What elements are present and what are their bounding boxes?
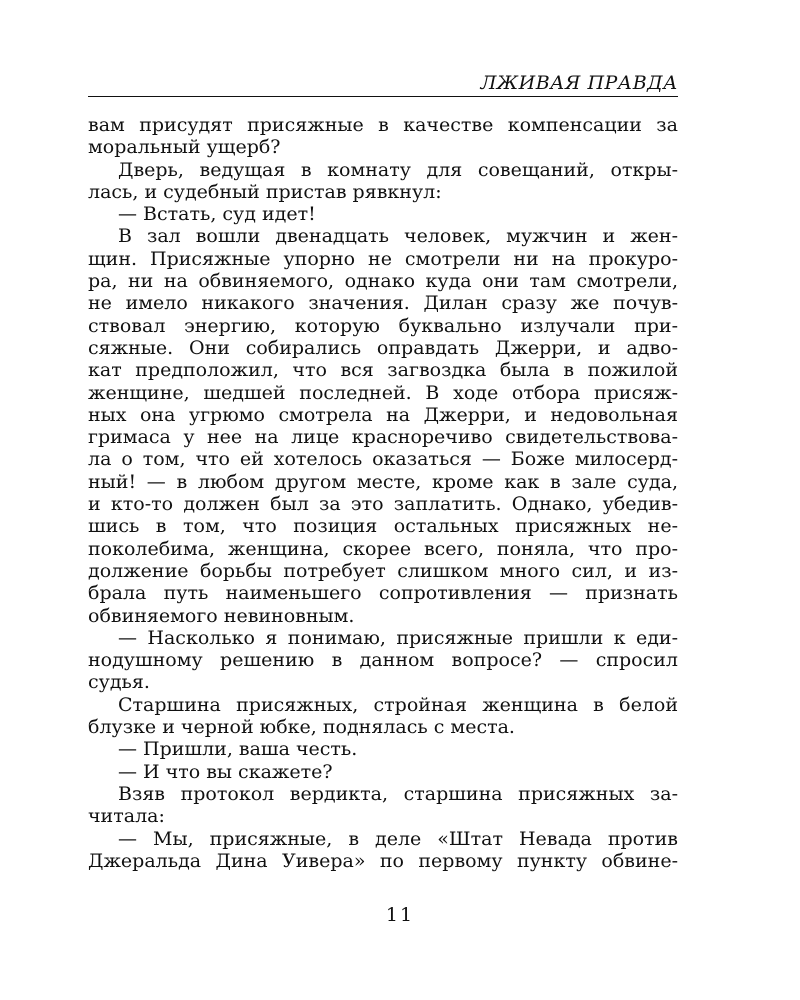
text-line: должение борьбы потребует слишком много сил, и из-: [88, 559, 678, 582]
text-line: — Встать, суд идет!: [118, 203, 316, 226]
text-line: женщине, шедшей последней. В ходе отбора присяж-: [88, 381, 678, 404]
text-line: Старшина присяжных, стройная женщина в белой: [118, 693, 678, 716]
text-line: — И что вы скажете?: [118, 760, 333, 783]
text-line: — Мы, присяжные, в деле «Штат Невада против: [118, 827, 678, 850]
page-number: 11: [385, 904, 415, 926]
text-line: поколебима, женщина, скорее всего, поняла, что про-: [88, 537, 678, 560]
text-line: щин. Присяжные упорно не смотрели ни на прокуро-: [88, 247, 678, 270]
header-rule: [88, 96, 678, 97]
text-line: блузке и черной юбке, поднялась с места.: [88, 716, 515, 739]
text-line: В зал вошли двенадцать человек, мужчин и жен-: [118, 225, 678, 248]
text-line: обвиняемого невиновным.: [88, 604, 355, 627]
text-line: Джеральда Дина Уивера» по первому пункту обвине-: [88, 849, 678, 872]
text-line: читала:: [88, 805, 165, 828]
text-line: Взяв протокол вердикта, старшина присяжных за-: [118, 782, 678, 805]
text-line: моральный ущерб?: [88, 136, 281, 159]
text-line: шись в том, что позиция остальных присяжных не-: [88, 515, 678, 538]
text-line: гримаса у нее на лице красноречиво свидетельствова-: [88, 426, 678, 449]
text-line: и кто-то должен был за это заплатить. Однако, убедив-: [88, 493, 678, 516]
running-title: ЛЖИВАЯ ПРАВДА: [480, 72, 678, 94]
text-line: не имело никакого значения. Дилан сразу же почув-: [88, 292, 678, 315]
text-line: ра, ни на обвиняемого, однако куда они там смотрели,: [88, 270, 678, 293]
text-line: кат предположил, что вся загвоздка была в пожилой: [88, 359, 678, 382]
text-line: нодушному решению в данном вопросе? — спросил: [88, 649, 678, 672]
text-line: вам присудят присяжные в качестве компенсации за: [88, 114, 678, 136]
text-line: ных она угрюмо смотрела на Джерри, и недовольная: [88, 403, 678, 426]
text-line: — Насколько я понимаю, присяжные пришли к еди-: [118, 626, 678, 649]
text-line: лась, и судебный пристав рявкнул:: [88, 180, 442, 203]
text-line: сяжные. Они собирались оправдать Джерри, и адво-: [88, 336, 678, 359]
body-text: [88, 114, 678, 872]
text-line: — Пришли, ваша честь.: [118, 738, 358, 761]
text-line: Дверь, ведущая в комнату для совещаний, откры-: [118, 158, 678, 181]
text-line: ла о том, что ей хотелось оказаться — Боже милосерд-: [88, 448, 678, 471]
text-line: ствовал энергию, которую буквально излучали при-: [88, 314, 678, 337]
text-line: брала путь наименьшего сопротивления — признать: [88, 582, 678, 605]
text-line: ный! — в любом другом месте, кроме как в зале суда,: [88, 470, 678, 493]
text-line: судья.: [88, 671, 150, 694]
